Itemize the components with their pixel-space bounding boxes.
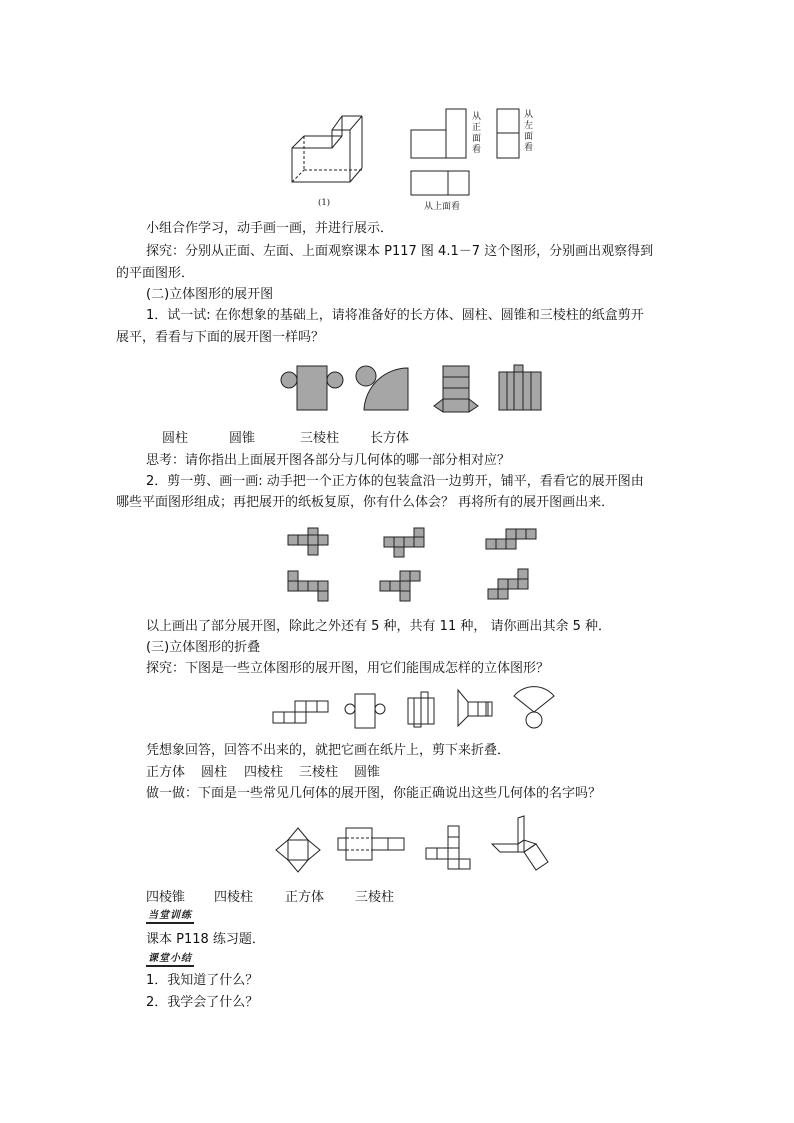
think-text: 思考：请你指出上面展开图各部分与几何体的哪一部分相对应？: [146, 453, 511, 468]
fold-net-cylinder: [343, 692, 387, 732]
doit-net-triangular-prism: [490, 814, 552, 872]
section3-title: (三)立体图形的折叠: [146, 640, 261, 655]
net-label-cylinder: 圆柱: [162, 431, 189, 446]
cut-line2: 哪些平面图形组成；再把展开的纸板复原，你有什么体会？ 再将所有的展开图画出来．: [116, 495, 615, 510]
group-work-text: 小组合作学习，动手画一画，并进行展示．: [146, 221, 394, 236]
class-summary-stamp: 课堂小结: [146, 953, 194, 967]
fold-net-cone: [510, 684, 560, 732]
cube-net-4: [288, 570, 334, 604]
fold-answer-cone: 圆锥: [354, 765, 381, 780]
doit-net-square-prism: [336, 826, 406, 862]
cut-line1: 2．剪一剪、画一画: 动手把一个正方体的包装盒沿一边剪开，铺平，看看它的展开图由: [146, 474, 644, 489]
fold-answer-cylinder: 圆柱: [201, 765, 228, 780]
top-view-label: 从上面看: [424, 202, 461, 212]
cylinder-net: [280, 362, 350, 414]
figure-caption: (1): [318, 198, 331, 208]
explore2-text: 探究：下图是一些立体图形的展开图，用它们能围成怎样的立体图形？: [146, 661, 550, 676]
imagine-text: 凭想象回答，回答不出来的，就把它画在纸片上，剪下来折叠．: [146, 743, 511, 758]
cube-net-2: [384, 528, 432, 558]
fold-answer-cube: 正方体: [146, 765, 186, 780]
fold-answer-square-prism: 四棱柱: [244, 765, 284, 780]
doit-answer-triangular-prism: 三棱柱: [355, 890, 395, 905]
try-line1: 1．试一试: 在你想象的基础上，请将准备好的长方体、圆柱、圆锥和三棱柱的纸盒剪开: [146, 308, 644, 323]
do-it-text: 做一做：下面是一些常见几何体的展开图，你能正确说出这些几何体的名字吗？: [146, 786, 602, 801]
doit-answer-cube: 正方体: [285, 890, 325, 905]
cube-net-1: [288, 528, 332, 556]
explore1-line1: 探究：分别从正面、左面、上面观察课本 P117 图 4.1－7 这个图形，分别画出观察得到: [146, 244, 654, 259]
net-label-cone: 圆锥: [229, 431, 256, 446]
front-view: [410, 108, 470, 160]
fold-net-cube: [272, 698, 332, 726]
question-1: 1．我知道了什么？: [146, 973, 259, 988]
question-2: 2．我学会了什么？: [146, 995, 259, 1010]
front-view-label: 从正面看: [472, 112, 482, 155]
doit-answer-square-pyramid: 四棱锥: [146, 890, 186, 905]
practice-text: 课本 P118 练习题．: [146, 932, 265, 947]
doit-answer-square-prism: 四棱柱: [214, 890, 254, 905]
above-drawn-text: 以上画出了部分展开图，除此之外还有 5 种，共有 11 种， 请你画出其余 5 种．: [146, 619, 612, 634]
l-shaped-solid-figure: [290, 110, 370, 185]
net-label-triangular-prism: 三棱柱: [300, 431, 340, 446]
cube-net-5: [380, 570, 426, 604]
cone-net: [354, 362, 414, 414]
try-line2: 展平，看看与下面的展开图一样吗？: [116, 330, 325, 345]
cuboid-net: [496, 362, 546, 414]
left-view: [496, 108, 522, 160]
triangular-prism-net: [432, 362, 482, 414]
cube-net-3: [486, 528, 540, 552]
net-label-cuboid: 长方体: [370, 431, 410, 446]
left-view-label: 从左面看: [524, 110, 534, 153]
explore1-line2: 的平面图形．: [116, 266, 195, 281]
cube-net-6: [488, 568, 534, 602]
doit-net-square-pyramid: [272, 826, 324, 874]
section2-title: (二)立体图形的展开图: [146, 287, 274, 302]
fold-answer-triangular-prism: 三棱柱: [299, 765, 339, 780]
fold-net-square-prism: [404, 690, 438, 728]
top-view: [410, 170, 472, 198]
class-practice-stamp: 当堂训练: [146, 910, 194, 924]
doit-net-cube: [422, 824, 478, 870]
fold-net-triangular-prism: [456, 688, 496, 728]
